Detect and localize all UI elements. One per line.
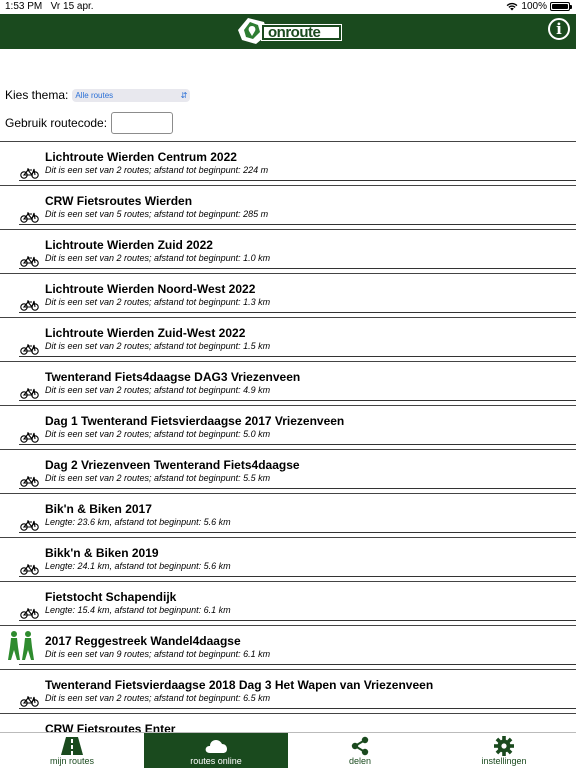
- bike-icon: [20, 342, 39, 354]
- route-title: Fietstocht Schapendijk: [45, 590, 177, 604]
- divider: [0, 625, 576, 626]
- route-subtitle: Dit is een set van 2 routes; afstand tot beginpunt: 5.5 km: [45, 473, 271, 483]
- theme-label: Kies thema:: [5, 88, 69, 102]
- bike-icon: [20, 430, 39, 442]
- route-title: Lichtroute Wierden Zuid 2022: [45, 238, 213, 252]
- divider: [0, 493, 576, 494]
- route-subtitle: Dit is een set van 2 routes; afstand tot beginpunt: 4.9 km: [45, 385, 271, 395]
- walk-icon: [5, 630, 37, 662]
- bike-icon: [20, 606, 39, 618]
- route-list-item[interactable]: [0, 273, 576, 317]
- route-title: Dag 1 Twenterand Fietsvierdaagse 2017 Vriezenveen: [45, 414, 345, 428]
- route-list[interactable]: [0, 141, 576, 732]
- route-subtitle: Dit is een set van 2 routes; afstand tot beginpunt: 5.0 km: [45, 429, 271, 439]
- status-right: [506, 1, 570, 12]
- road-icon: [60, 736, 84, 756]
- route-subtitle: Dit is een set van 2 routes; afstand tot beginpunt: 6.5 km: [45, 693, 271, 703]
- routecode-row: [5, 112, 173, 134]
- divider: [0, 229, 576, 230]
- route-subtitle: Lengte: 23.6 km, afstand tot beginpunt: 5.6 km: [45, 517, 231, 527]
- bike-icon: [20, 166, 39, 178]
- route-list-item[interactable]: [0, 669, 576, 713]
- route-list-item[interactable]: [0, 713, 576, 732]
- route-title: Twenterand Fietsvierdaagse 2018 Dag 3 Het Wapen van Vriezenveen: [45, 678, 434, 692]
- status-date: Vr 15 apr.: [50, 1, 94, 12]
- divider: [0, 537, 576, 538]
- route-subtitle: Lengte: 15.4 km, afstand tot beginpunt: 6.1 km: [45, 605, 231, 615]
- route-list-item[interactable]: [0, 625, 576, 669]
- divider: [0, 669, 576, 670]
- route-title: Lichtroute Wierden Zuid-West 2022: [45, 326, 246, 340]
- divider: [0, 185, 576, 186]
- route-list-item[interactable]: [0, 185, 576, 229]
- route-list-item[interactable]: [0, 537, 576, 581]
- route-list-item[interactable]: [0, 229, 576, 273]
- divider: [19, 664, 576, 665]
- route-list-item[interactable]: [0, 317, 576, 361]
- divider: [19, 356, 576, 357]
- tab-bar: [0, 732, 576, 768]
- divider: [0, 361, 576, 362]
- route-list-item[interactable]: [0, 449, 576, 493]
- divider: [0, 405, 576, 406]
- divider: [19, 488, 576, 489]
- divider: [19, 312, 576, 313]
- theme-select[interactable]: [72, 89, 190, 102]
- route-subtitle: Dit is een set van 2 routes; afstand tot beginpunt: 224 m: [45, 165, 269, 175]
- divider: [19, 268, 576, 269]
- divider: [0, 141, 576, 142]
- divider: [0, 713, 576, 714]
- route-list-item[interactable]: [0, 405, 576, 449]
- tab-mijn-routes[interactable]: [0, 733, 144, 768]
- divider: [0, 273, 576, 274]
- route-list-item[interactable]: [0, 493, 576, 537]
- bike-icon: [20, 210, 39, 222]
- route-title: Lichtroute Wierden Noord-West 2022: [45, 282, 256, 296]
- route-subtitle: Lengte: 24.1 km, afstand tot beginpunt: 5.6 km: [45, 561, 231, 571]
- status-time: 1:53 PM: [5, 1, 43, 12]
- status-left: [5, 1, 94, 12]
- info-button[interactable]: i: [548, 18, 570, 40]
- bike-icon: [20, 474, 39, 486]
- theme-row: [5, 88, 190, 102]
- divider: [0, 581, 576, 582]
- onroute-logo: [234, 16, 342, 46]
- logo-wordmark: [262, 25, 341, 40]
- routecode-label: Gebruik routecode:: [5, 116, 108, 130]
- tab-label: mijn routes: [49, 756, 94, 766]
- bike-icon: [20, 694, 39, 706]
- theme-select-value: Alle routes: [75, 90, 114, 100]
- gear-icon: [492, 736, 516, 756]
- divider: [19, 180, 576, 181]
- tab-delen[interactable]: [288, 733, 432, 768]
- route-title: Bikk'n & Biken 2019: [45, 546, 159, 560]
- battery-percent: 100%: [521, 1, 547, 12]
- divider: [19, 620, 576, 621]
- route-subtitle: Dit is een set van 2 routes; afstand tot beginpunt: 1.0 km: [45, 253, 271, 263]
- divider: [19, 400, 576, 401]
- route-title: Bik'n & Biken 2017: [45, 502, 152, 516]
- tab-instellingen[interactable]: [432, 733, 576, 768]
- share-icon: [348, 736, 372, 756]
- divider: [0, 317, 576, 318]
- tab-routes-online[interactable]: [144, 733, 288, 768]
- route-list-item[interactable]: [0, 581, 576, 625]
- tab-label: instellingen: [481, 756, 527, 766]
- divider: [19, 444, 576, 445]
- divider: [19, 576, 576, 577]
- logo-on: on: [268, 24, 286, 41]
- tab-label: routes online: [190, 756, 242, 766]
- route-title: 2017 Reggestreek Wandel4daagse: [45, 634, 241, 648]
- bike-icon: [20, 298, 39, 310]
- routecode-input[interactable]: [111, 112, 173, 134]
- route-subtitle: Dit is een set van 2 routes; afstand tot beginpunt: 1.5 km: [45, 341, 271, 351]
- bike-icon: [20, 386, 39, 398]
- divider: [19, 224, 576, 225]
- app-header: [0, 14, 576, 49]
- chevron-updown-icon: ⇵: [180, 90, 188, 100]
- route-subtitle: Dit is een set van 5 routes; afstand tot beginpunt: 285 m: [45, 209, 269, 219]
- divider: [0, 449, 576, 450]
- route-subtitle: Dit is een set van 2 routes; afstand tot beginpunt: 1.3 km: [45, 297, 271, 307]
- route-title: CRW Fietsroutes Enter: [45, 722, 176, 732]
- bike-icon: [20, 562, 39, 574]
- bike-icon: [20, 518, 39, 530]
- route-title: CRW Fietsroutes Wierden: [45, 194, 193, 208]
- battery-icon: [550, 2, 570, 11]
- route-subtitle: Dit is een set van 9 routes; afstand tot beginpunt: 6.1 km: [45, 649, 271, 659]
- wifi-icon: [506, 2, 518, 11]
- logo-route: route: [285, 24, 321, 41]
- route-title: Dag 2 Vriezenveen Twenterand Fiets4daagse: [45, 458, 300, 472]
- divider: [19, 532, 576, 533]
- tab-label: delen: [348, 756, 372, 766]
- bike-icon: [20, 254, 39, 266]
- route-title: Lichtroute Wierden Centrum 2022: [45, 150, 237, 164]
- cloud-icon: [204, 736, 228, 756]
- route-list-item[interactable]: [0, 361, 576, 405]
- status-bar: [0, 0, 576, 14]
- route-list-item[interactable]: [0, 141, 576, 185]
- route-title: Twenterand Fiets4daagse DAG3 Vriezenveen: [45, 370, 301, 384]
- divider: [19, 708, 576, 709]
